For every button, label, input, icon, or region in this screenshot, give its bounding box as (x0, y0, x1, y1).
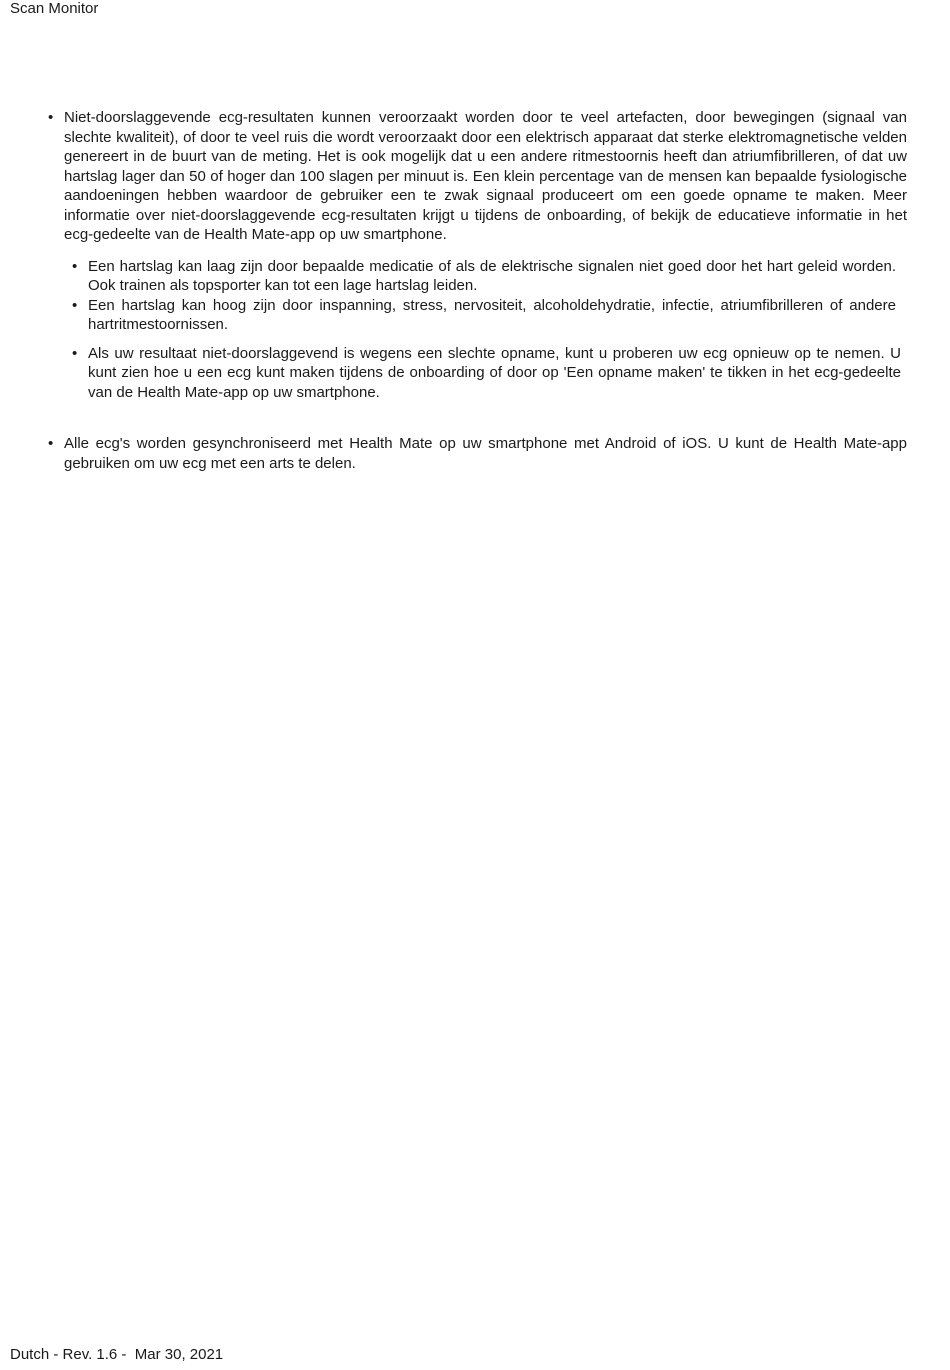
sub-bullet-high-heart-rate (72, 296, 896, 335)
document-footer-revision: Dutch - Rev. 1.6 - Mar 30, 2021 (10, 1346, 224, 1363)
bullet-marker: • (48, 109, 54, 126)
sub-bullet-text: Als uw resultaat niet-doorslaggevend is wegens een slechte opname, kunt u proberen uw ecg opnieuw op te nemen. U kunt zien hoe u een ecg kunt maken tijdens de onboarding of door op 'Een opname maken' te tikken in het ecg-gedeelte van de Health Mate-app op uw smartphone. (88, 344, 901, 401)
bullet-marker: • (72, 296, 78, 314)
bullet-text: Alle ecg's worden gesynchroniseerd met Health Mate op uw smartphone met Android of iOS. U kunt de Health Mate-app gebruiken om uw ecg met een arts te delen. (64, 435, 907, 472)
bullet-marker: • (72, 344, 78, 362)
sub-bullet-retry-recording (72, 344, 901, 403)
sub-bullet-low-heart-rate (72, 257, 896, 296)
bullet-marker: • (72, 257, 78, 275)
sub-bullet-text: Een hartslag kan hoog zijn door inspanning, stress, nervositeit, alcoholdehydratie, infectie, atriumfibrilleren of andere hartritmestoornissen. (88, 296, 896, 333)
bullet-item-inconclusive-results (48, 108, 907, 245)
bullet-text: Niet-doorslaggevende ecg-resultaten kunnen veroorzaakt worden door te veel artefacten, door bewegingen (signaal van slechte kwaliteit), of door te veel ruis die wordt veroorzaakt door een elektrisch apparaat dat sterke elektromagnetische velden genereert in de buurt van de meting. Het is ook mogelijk dat u een andere ritmestoornis heeft dan atriumfibrilleren, of dat uw hartslag lager dan 50 of hoger dan 100 slagen per minuut is. Een klein percentage van de mensen kan bepaalde fysiologische aandoeningen hebben waardoor de gebruiker een te zwak signaal produceert om een goede opname te maken. Meer informatie over niet-doorslaggevende ecg-resultaten krijgt u tijdens de onboarding, of bekijk de educatieve informatie in het ecg-gedeelte van de Health Mate-app op uw smartphone. (64, 109, 907, 243)
bullet-item-sync-health-mate (48, 434, 907, 473)
bullet-marker: • (48, 435, 54, 452)
document-header-title: Scan Monitor (10, 0, 99, 17)
document-body (48, 108, 907, 473)
sub-bullet-text: Een hartslag kan laag zijn door bepaalde medicatie of als de elektrische signalen niet goed door het hart geleid worden. Ook trainen als topsporter kan tot een lage hartslag leiden. (88, 257, 896, 294)
sub-bullet-list (72, 257, 901, 403)
